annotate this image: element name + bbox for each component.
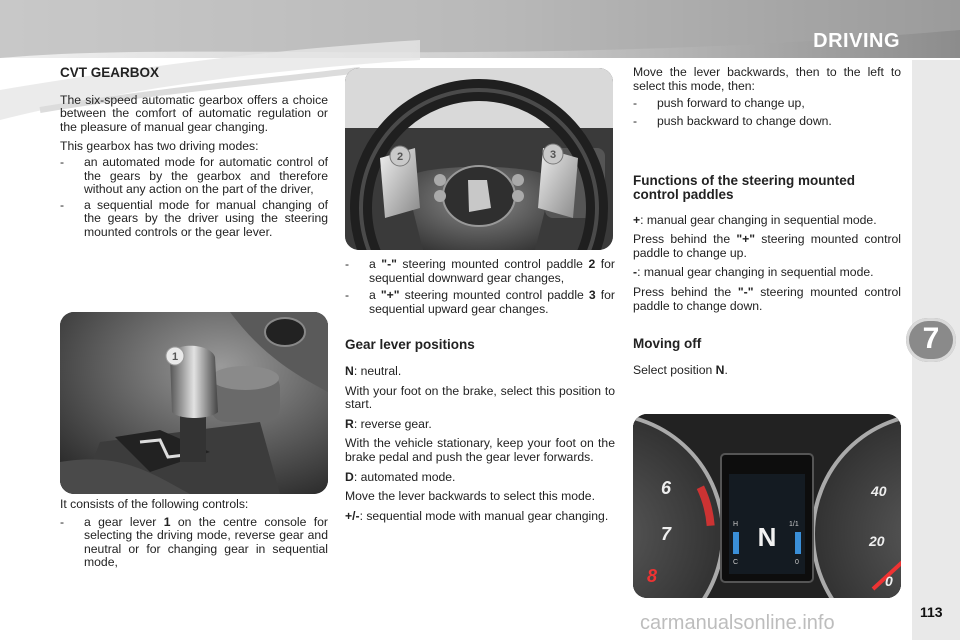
callout-3: 3 <box>549 149 557 161</box>
plus-pre: Press behind the <box>633 232 737 247</box>
minus-text: : manual gear changing in sequential mode. <box>637 265 874 280</box>
list-item-text: a sequential mode for manual changing of the gears by the driver using the steering mounted controls or the gear lever. <box>84 197 328 239</box>
section-heading-cvt: CVT GEARBOX <box>60 65 160 80</box>
controls-intro: It consists of the following controls: <box>60 497 249 511</box>
key-minus: - <box>633 265 638 280</box>
paddle-mid: steering mounted control paddle <box>399 288 589 303</box>
section-heading-gear-lever: Gear lever positions <box>345 337 475 353</box>
list-item: - a gear lever 1 on the centre console for selecting the driving mode, reverse gear and neutral or for changing gear in sequential mode, <box>60 514 328 570</box>
temp-cold: C <box>733 559 739 566</box>
list-item: - a sequential mode for manual changing of the gears by the driver using the steering mounted controls or the gear lever. <box>60 197 328 239</box>
key-plus: + <box>633 212 641 227</box>
paddle-number: 3 <box>588 288 596 303</box>
minus-quote: "-" <box>737 284 754 299</box>
key-n: N <box>345 363 354 378</box>
speed-0: 0 <box>885 573 893 589</box>
list-item: - push forward to change up, <box>633 96 805 111</box>
paddle-mid: steering mounted control paddle <box>396 257 589 271</box>
paddle-post: for sequential downward gear changes, <box>369 257 615 285</box>
gear-lever-image <box>60 312 328 494</box>
select-post: . <box>724 362 728 377</box>
fuel-empty: 0 <box>795 559 799 566</box>
steering-wheel-illustration <box>345 68 613 250</box>
chapter-number: 7 <box>922 322 940 355</box>
steering-wheel-image <box>345 68 613 250</box>
fuel-full: 1/1 <box>789 521 799 528</box>
watermark: carmanualsonline.info <box>640 612 835 634</box>
plus-paragraph <box>633 233 901 260</box>
minus-post: steering mounted control paddle to change down. <box>633 284 902 313</box>
select-pre: Select position <box>633 362 716 377</box>
minus-pre: Press behind the <box>633 284 738 299</box>
callout-2: 2 <box>396 151 404 163</box>
select-key: N <box>715 362 725 377</box>
paddle-key: "+" <box>380 288 400 303</box>
page-title: DRIVING <box>813 30 900 52</box>
speed-20: 20 <box>869 533 885 549</box>
paddle-pre: a <box>369 257 382 271</box>
instrument-panel-illustration <box>633 414 901 598</box>
column-3 <box>633 66 901 383</box>
speed-40: 40 <box>871 483 887 499</box>
list-item-text: push backward to change down. <box>657 113 832 128</box>
section-heading-moving-off: Moving off <box>633 336 702 352</box>
modes-intro: This gearbox has two driving modes: <box>60 139 259 154</box>
list-item-text: push forward to change up, <box>657 96 805 111</box>
gear-lever-illustration <box>60 312 328 494</box>
drive-text: : automated mode. <box>353 469 456 484</box>
list-item: - a "-" steering mounted control paddle 2 for sequential downward gear changes, <box>345 257 615 285</box>
key-r: R <box>345 416 354 431</box>
list-item: - a "+" steering mounted control paddle 3 for sequential upward gear changes. <box>345 288 615 316</box>
plus-quote: "+" <box>736 232 756 247</box>
select-line <box>633 364 901 378</box>
column-1-bottom <box>60 498 328 572</box>
sequential-text: : sequential mode with manual gear changing. <box>359 508 609 523</box>
drive-line <box>345 471 615 485</box>
callout-1: 1 <box>171 351 179 363</box>
key-seq: +/- <box>345 508 360 523</box>
tach-8: 8 <box>647 566 658 586</box>
paddle-pre: a <box>369 288 381 303</box>
lever-text-post: on the centre console for selecting the driving mode, reverse gear and neutral or for changing gear in sequential mode, <box>84 514 328 570</box>
list-item: - push backward to change down. <box>633 113 832 128</box>
chapter-tab[interactable] <box>906 318 956 362</box>
column-2 <box>345 258 615 523</box>
section-heading-paddles: Functions of the steering mounted control paddles <box>633 173 855 202</box>
lever-text-pre: a gear lever <box>84 514 164 529</box>
key-d: D <box>345 469 354 484</box>
plus-post: steering mounted control paddle to change up. <box>633 232 902 260</box>
reverse-paragraph: With the vehicle stationary, keep your foot on the brake pedal and push the gear lever forwards. <box>345 436 615 464</box>
list-item-text: an automated mode for automatic control of the gears by the gearbox and therefore without any action on the part of the driver, <box>84 154 328 197</box>
reverse-text: : reverse gear. <box>353 416 432 431</box>
reverse-line <box>345 418 615 432</box>
paddle-key: "-" <box>381 257 397 271</box>
minus-line <box>633 266 901 280</box>
gear-indicator: N <box>757 522 777 552</box>
page-number: 113 <box>920 604 943 620</box>
lever-number: 1 <box>163 514 171 529</box>
sequential-intro: Move the lever backwards, then to the left to select this mode, then: <box>633 65 901 93</box>
plus-line <box>633 214 901 228</box>
list-item: - an automated mode for automatic control of the gears by the gearbox and therefore without any action on the part of the driver, <box>60 154 328 197</box>
neutral-paragraph: With your foot on the brake, select this position to start. <box>345 383 615 412</box>
instrument-panel-image <box>633 414 901 598</box>
paddle-number: 2 <box>588 257 596 271</box>
paddle-post: for sequential upward gear changes. <box>369 288 615 316</box>
column-1 <box>60 66 328 242</box>
plus-text: : manual gear changing in sequential mode. <box>640 212 877 227</box>
neutral-line <box>345 365 615 379</box>
minus-paragraph <box>633 286 901 313</box>
tach-6: 6 <box>661 478 672 498</box>
intro-paragraph: The six-speed automatic gearbox offers a choice between the comfort of automatic regulation or the pleasure of manual gear changing. <box>60 92 328 134</box>
tach-7: 7 <box>661 524 672 544</box>
sequential-line <box>345 510 615 524</box>
neutral-text: : neutral. <box>353 363 402 378</box>
temp-hot: H <box>733 521 739 528</box>
drive-paragraph: Move the lever backwards to select this mode. <box>345 489 595 504</box>
